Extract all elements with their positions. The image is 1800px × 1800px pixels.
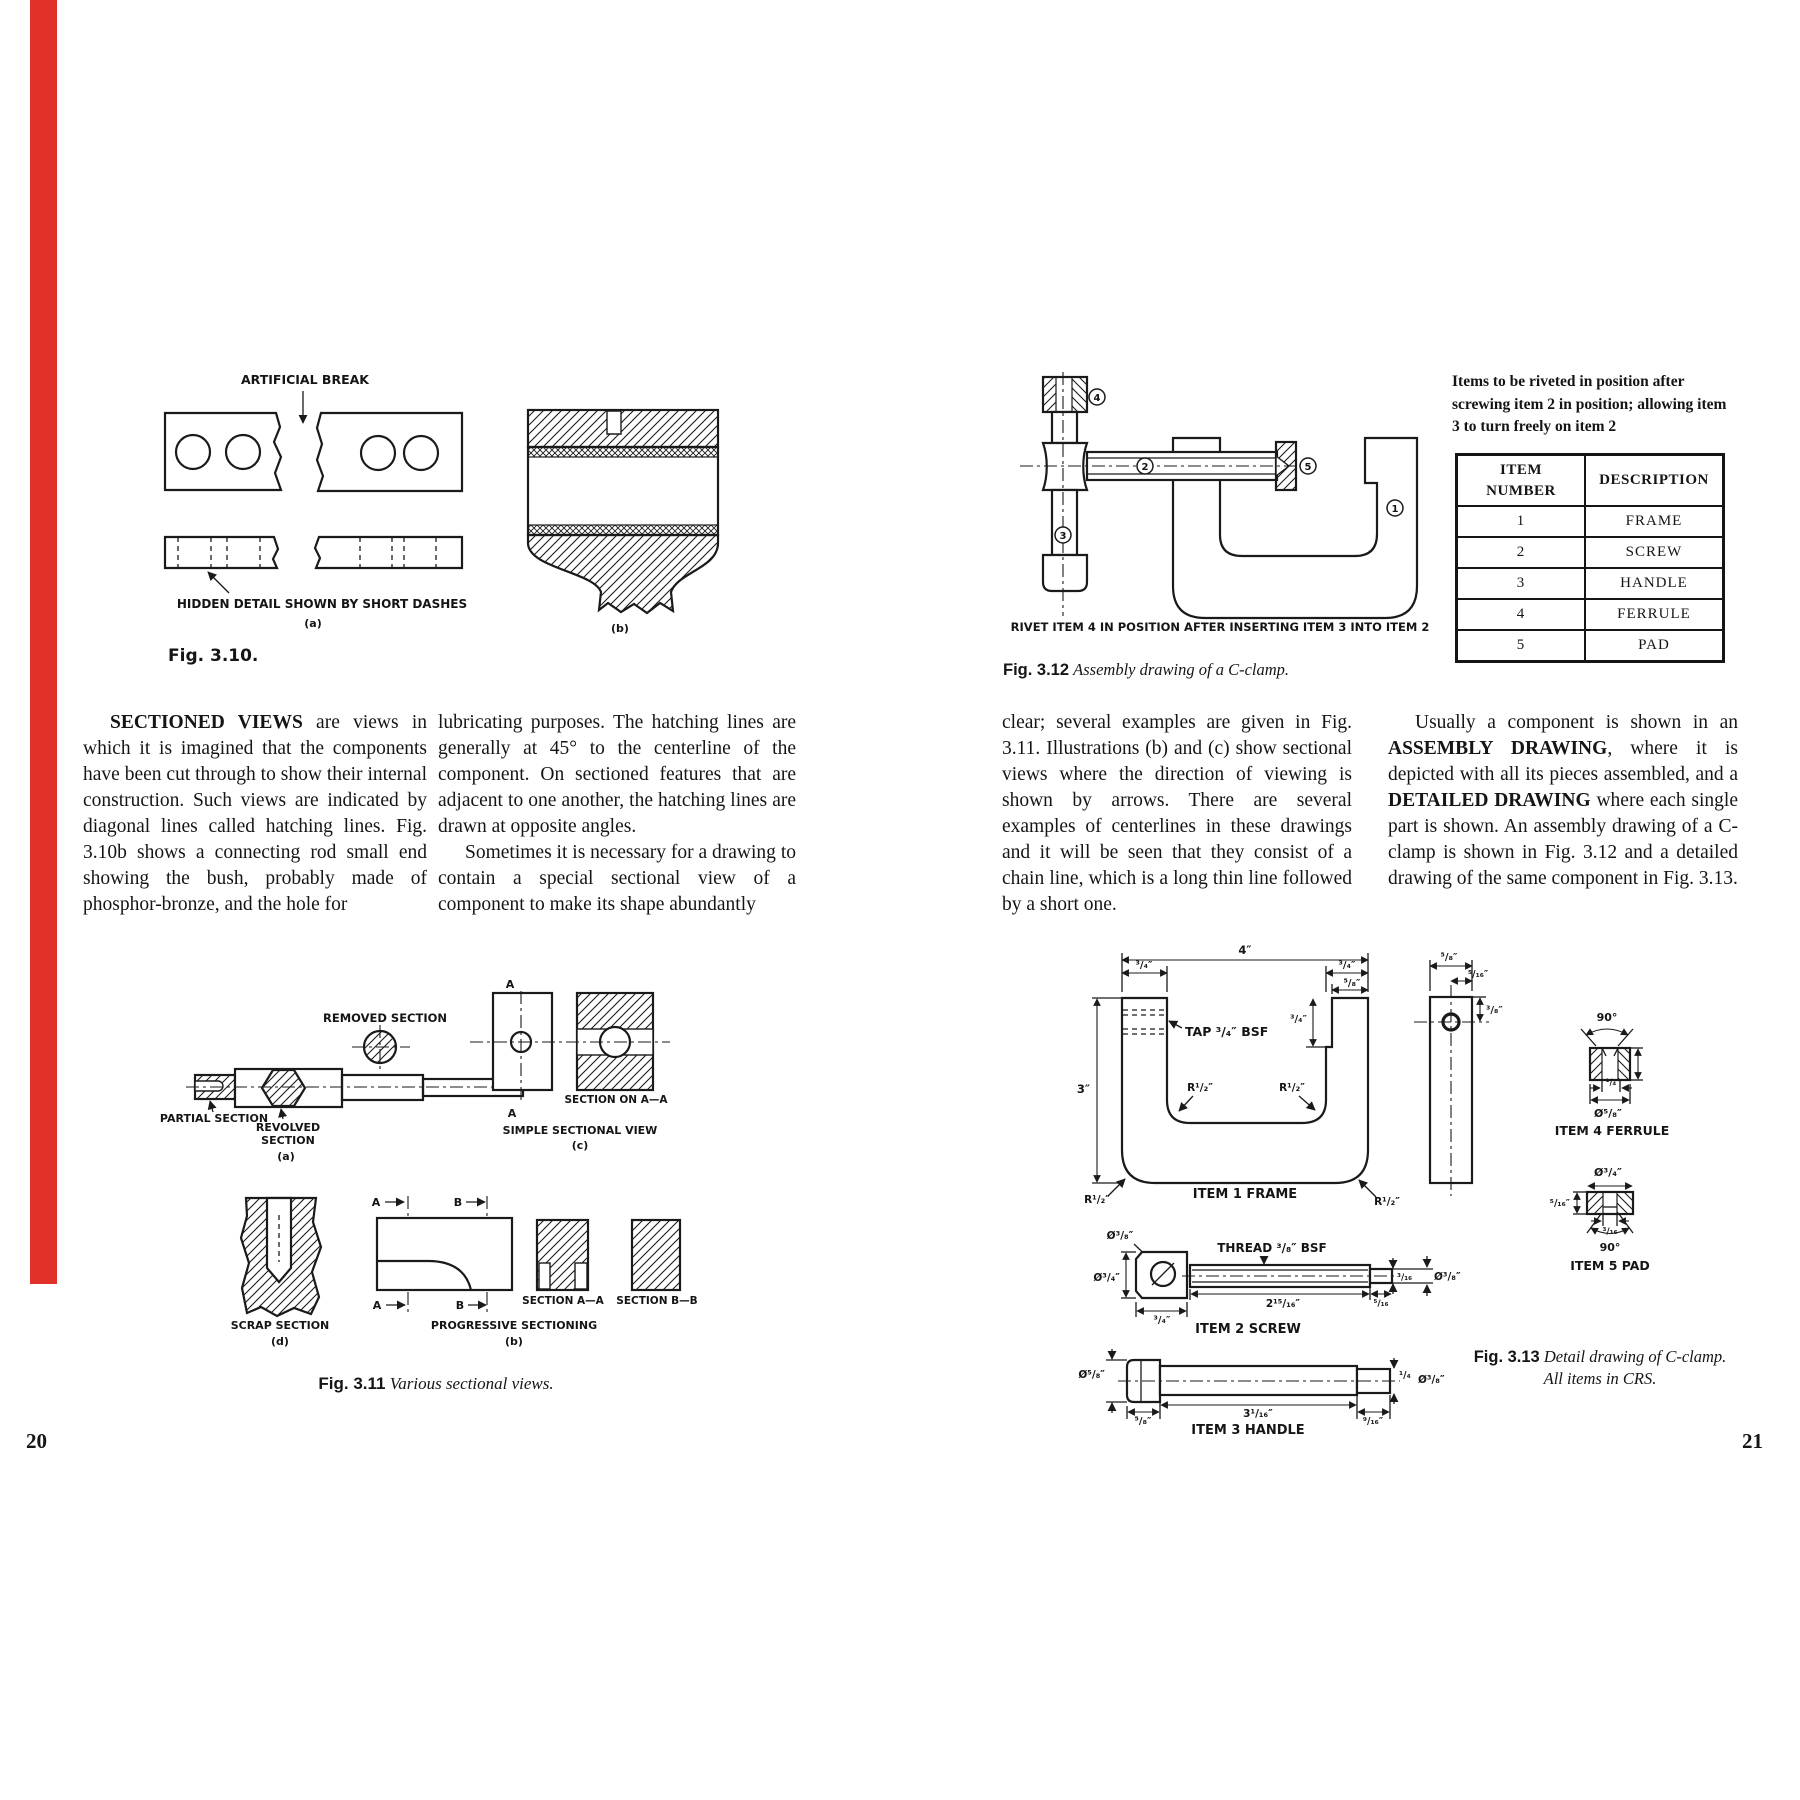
fig-3-11-caption (256, 1374, 616, 1394)
fig-3-13-caption-text-2: All items in CRS. (1543, 1369, 1657, 1388)
handle-end-len: ⁹/₁₆″ (1362, 1416, 1384, 1427)
pad-recess: ³/₁₆ (1602, 1227, 1618, 1237)
artificial-break-label: ARTIFICIAL BREAK (241, 372, 369, 387)
assembly-drawing-bold: ASSEMBLY DRAWING (1388, 738, 1608, 759)
screw-head-w: ³/₄″ (1153, 1315, 1171, 1326)
removed-section-label: REMOVED SECTION (322, 1011, 448, 1025)
handle-end-step: ¹/₄ (1399, 1370, 1411, 1381)
table-row (1457, 537, 1724, 568)
side-dim-width: ⁵/₈″ (1440, 952, 1458, 963)
fig-3-13-caption-text: Detail drawing of C-clamp. (1543, 1347, 1727, 1366)
fig310-sub-a: (a) (304, 617, 322, 630)
cell-item-number: 3 (1457, 568, 1586, 599)
fig-3-12-caption (1003, 660, 1289, 680)
paragraph-clear: clear; several examples are given in Fig. 3.11. Illustrations (b) and (c) show sectional views where the direction of viewing is shown by arrows. There are several examples of centerlines in these drawings and it will be seen that they consist of a chain line, which is a long thin line followed by a short one. (1002, 712, 1352, 915)
fig310-sub-b: (b) (611, 622, 629, 635)
balloon-1: 1 (1391, 504, 1399, 515)
cell-description: FERRULE (1585, 599, 1724, 630)
handle-knob-len: ⁵/₈″ (1134, 1416, 1152, 1427)
detailed-drawing-bold: DETAILED DRAWING (1388, 790, 1591, 811)
side-dim-offset: ⁵/₁₆″ (1468, 969, 1489, 980)
frame-radius-3: R¹/₂″ (1084, 1194, 1110, 1206)
section-bb-label: SECTION B—B (616, 1295, 698, 1307)
fig-3-11-caption-text: Various sectional views. (389, 1374, 554, 1393)
simple-sectional-view-label: SIMPLE SECTIONAL VIEW (502, 1124, 658, 1137)
frame-dim-arm-left: ³/₄″ (1135, 960, 1153, 971)
rivet-note-label: RIVET ITEM 4 IN POSITION AFTER INSERTING ITEM 3 INTO ITEM 2 (1010, 620, 1430, 634)
fig-3-13-caption-number: Fig. 3.13 (1473, 1348, 1540, 1366)
handle-dia: Ø⁵/₈″ (1078, 1369, 1105, 1381)
usually-post: where each single part is shown. An assembly drawing of a C-clamp is shown in Fig. 3.12 and a detailed drawing of the same component in Fig. 3.13. (1388, 790, 1739, 889)
right-page-column-1 (1002, 710, 1352, 918)
cutting-plane-a-bottom: A (507, 1107, 517, 1120)
frame-radius-2: R¹/₂″ (1279, 1082, 1305, 1094)
left-page-column-2 (438, 710, 796, 918)
frame-dim-arm-right: ³/₄″ (1338, 960, 1356, 971)
fig310-caption: Fig. 3.10. (168, 646, 259, 666)
frame-radius-4: R¹/₂″ (1374, 1196, 1400, 1208)
frame-dim-4in: 4″ (1238, 943, 1252, 957)
hidden-detail-label: HIDDEN DETAIL SHOWN BY SHORT DASHES (176, 597, 468, 611)
fig-3-13-caption (1460, 1346, 1740, 1389)
section-aa-label: SECTION A—A (522, 1295, 604, 1307)
right-page-column-2 (1388, 710, 1738, 892)
sectioned-views-text: are views in which it is imagined that the components have been cut through to show their internal construction. Such views are indicated by diagonal lines called hatching lines. Fig. 3.10b shows a connecting rod small end showing the bush, probably made of phosphor-bronze, and the hole for (83, 712, 428, 915)
parts-table-header-row (1457, 455, 1724, 507)
item-2-screw-label: ITEM 2 SCREW (1195, 1322, 1301, 1337)
cell-description: HANDLE (1585, 568, 1724, 599)
header-description: DESCRIPTION (1585, 455, 1724, 507)
cell-description: SCREW (1585, 537, 1724, 568)
balloon-5: 5 (1304, 462, 1312, 473)
cell-description: FRAME (1585, 506, 1724, 537)
pad-angle: 90° (1599, 1241, 1621, 1254)
side-dim-hole: ³/₈″ (1486, 1005, 1503, 1016)
parts-table (1455, 453, 1725, 663)
header-item-number: ITEM NUMBER (1457, 455, 1586, 507)
ferrule-dia: Ø⁵/₈″ (1594, 1107, 1622, 1120)
balloon-4: 4 (1093, 393, 1101, 404)
item-3-handle-label: ITEM 3 HANDLE (1191, 1423, 1305, 1438)
handle-end-dia: Ø³/₈″ (1418, 1374, 1445, 1386)
item-1-frame-label: ITEM 1 FRAME (1192, 1187, 1298, 1202)
plane-a-label-bottom: A (372, 1299, 382, 1312)
scrap-section-label: SCRAP SECTION (230, 1319, 330, 1332)
fig-3-12-drawing (1011, 372, 1430, 634)
cell-item-number: 4 (1457, 599, 1586, 630)
screw-length: 2¹⁵/₁₆″ (1265, 1298, 1301, 1310)
table-row (1457, 506, 1724, 537)
page-number-right: 21 (1742, 1429, 1763, 1453)
fig311-sub-a: (a) (277, 1150, 295, 1163)
cell-item-number: 2 (1457, 537, 1586, 568)
frame-dim-step-depth: ³/₄″ (1290, 1014, 1307, 1025)
screw-head-dia: Ø³/₄″ (1093, 1272, 1120, 1284)
fig-3-11-caption-number: Fig. 3.11 (318, 1374, 386, 1393)
fig-3-11-drawing (160, 978, 698, 1348)
fig311-sub-c: (c) (571, 1139, 589, 1152)
table-row (1457, 599, 1724, 630)
screw-tip-h: ³/₁₆ (1397, 1273, 1413, 1283)
frame-dim-height: 3″ (1076, 1082, 1090, 1096)
revolved-section-label-1: REVOLVED (255, 1121, 321, 1134)
usually-mid: , where it is depicted with all its pieces assembled, and a (1388, 738, 1738, 785)
rivet-side-note: Items to be riveted in position after screwing item 2 in position; allowing item 3 to turn freely on item 2 (1452, 373, 1727, 435)
fig311-sub-d: (d) (271, 1335, 289, 1348)
pad-dia: Ø³/₄″ (1594, 1166, 1622, 1179)
ferrule-bore: ¹/₄ (1605, 1078, 1617, 1088)
balloon-3: 3 (1059, 531, 1067, 542)
balloon-2: 2 (1141, 462, 1149, 473)
cutting-plane-a-top: A (505, 978, 515, 991)
table-row (1457, 568, 1724, 599)
section-on-aa-label: SECTION ON A—A (564, 1094, 668, 1106)
screw-thread-label: THREAD ³/₈″ BSF (1217, 1241, 1327, 1255)
frame-dim-step: ⁵/₈″ (1343, 978, 1361, 989)
table-row (1457, 630, 1724, 662)
cell-description: PAD (1585, 630, 1724, 662)
screw-tip-len: ⁵/₁₆ (1373, 1299, 1389, 1309)
frame-radius-1: R¹/₂″ (1187, 1082, 1213, 1094)
left-page-column-1 (83, 710, 427, 918)
item-4-ferrule-label: ITEM 4 FERRULE (1554, 1123, 1670, 1138)
plane-b-label-bottom: B (455, 1299, 465, 1312)
progressive-sectioning-label: PROGRESSIVE SECTIONING (430, 1319, 598, 1332)
revolved-section-label-2: SECTION (261, 1134, 315, 1147)
fig311-sub-b: (b) (505, 1335, 523, 1348)
cell-item-number: 5 (1457, 630, 1586, 662)
fig-3-12-caption-number: Fig. 3.12 (1003, 661, 1070, 679)
item-5-pad-label: ITEM 5 PAD (1570, 1258, 1650, 1273)
fig-3-10-drawing (165, 372, 718, 666)
plane-a-label-top: A (371, 1196, 381, 1209)
paragraph-lubricating: lubricating purposes. The hatching lines are generally at 45° to the centerline of the component. On sectioned features that are adjacent to one another, the hatching lines are drawn at opposite angles. (438, 712, 796, 837)
partial-section-label: PARTIAL SECTION (159, 1112, 269, 1125)
paragraph-sometimes: Sometimes it is necessary for a drawing to contain a special sectional view of a component to make its shape abundantly (438, 842, 796, 915)
tap-label: TAP ³/₄″ BSF (1185, 1024, 1269, 1039)
screw-tip-dia: Ø³/₈″ (1434, 1271, 1461, 1283)
fig-3-12-caption-text: Assembly drawing of a C-clamp. (1073, 660, 1290, 679)
cell-item-number: 1 (1457, 506, 1586, 537)
plane-b-label-top: B (453, 1196, 463, 1209)
page-number-left: 20 (26, 1429, 47, 1453)
handle-length: 3¹/₁₆″ (1243, 1408, 1273, 1420)
sectioned-views-lead: SECTIONED VIEWS (110, 712, 303, 733)
ferrule-angle: 90° (1596, 1011, 1618, 1024)
screw-hole-dia: Ø³/₈″ (1106, 1230, 1134, 1242)
pad-thick: ⁵/₁₆″ (1549, 1198, 1570, 1209)
usually-pre: Usually a component is shown in an (1415, 712, 1738, 733)
